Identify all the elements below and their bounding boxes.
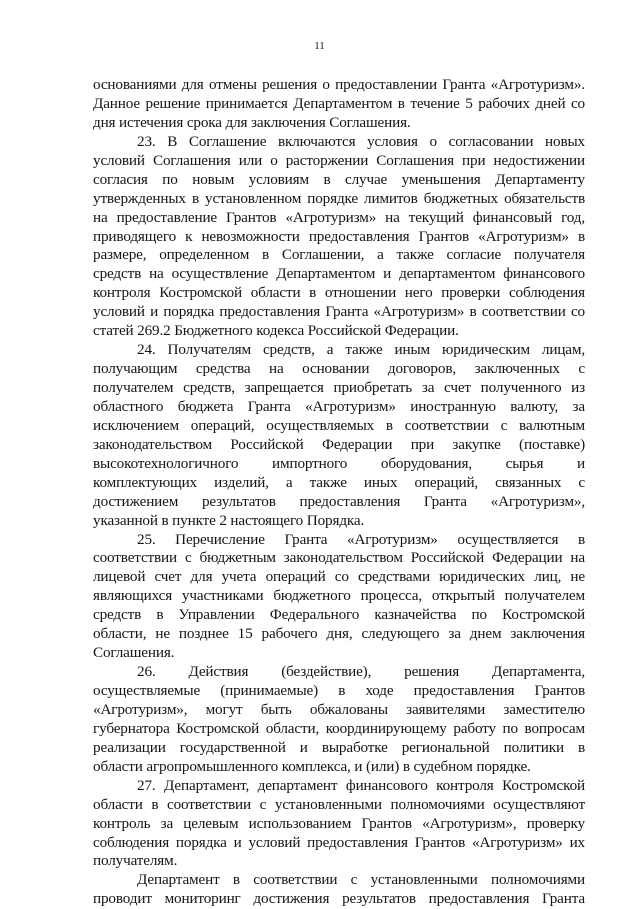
text-line: «Агротуризм», могут быть обжалованы заявителями заместителю (93, 700, 585, 718)
document-body (93, 76, 585, 909)
text-line: получателям. (93, 852, 178, 870)
text-line: осуществляемые (принимаемые) в ходе предоставления Грантов (93, 682, 585, 699)
text-line: лицевой счет для учета операций со средствами юридических лиц, не (93, 568, 585, 586)
text-line: являющихся участниками бюджетного процесса, открытый получателем (93, 587, 585, 605)
text-line: условий Соглашения или о расторжении Соглашения при недостижении (93, 151, 585, 169)
text-line: 24. Получателям средств, а также иным юридическим лицам, (137, 341, 585, 359)
text-line: указанной в пункте 2 настоящего Порядка. (93, 511, 365, 529)
text-line: на предоставление Грантов «Агротуризм» на текущий финансовый год, (93, 208, 585, 226)
text-line: 23. В Соглашение включаются условия о согласовании новых (137, 132, 585, 150)
text-line: соблюдения порядка и условий предоставления Грантов «Агротуризм» их (93, 833, 585, 851)
text-line: контроль за целевым использованием Грантов «Агротуризм», проверку (93, 814, 585, 832)
text-line: утвержденных в установленном порядке лимитов бюджетных обязательств (93, 189, 585, 207)
text-line: области в соответствии с установленными полномочиями осуществляют (93, 795, 585, 813)
text-line: комплектующих изделий, а также иных операций, связанных с (93, 473, 585, 491)
text-line: исключением операций, осуществляемых в соответствии с валютным (93, 416, 585, 434)
text-line: дня истечения срока для заключения Соглашения. (93, 113, 411, 131)
text-line: средств на осуществление Департаментом и департаментом финансового (93, 265, 585, 283)
text-line: реализации государственной и выработке региональной политики в (93, 738, 585, 756)
text-line: контроля Костромской области в отношении него проверки соблюдения (93, 284, 585, 302)
text-line: статей 269.2 Бюджетного кодекса Российской Федерации. (93, 322, 459, 340)
text-line: Департамент в соответствии с установленными полномочиями (137, 871, 585, 889)
text-line: проводит мониторинг достижения результатов предоставления Гранта (93, 890, 585, 908)
text-line: согласия по новым условиям в случае уменьшения Департаменту (93, 170, 585, 188)
text-line: соответствии с бюджетным законодательством Российской Федерации на (93, 549, 585, 567)
text-line: 25. Перечисление Гранта «Агротуризм» осуществляется в (137, 530, 585, 548)
text-line: получающим средства на основании договоров, заключенных с (93, 360, 585, 378)
text-line: 27. Департамент, департамент финансового контроля Костромской (137, 776, 585, 794)
text-line: средств в Управлении Федерального казначейства по Костромской (93, 606, 585, 624)
text-line: условий и порядка предоставления Гранта «Агротуризм» в соответствии со (93, 303, 585, 321)
text-line: приводящего к невозможности предоставления Грантов «Агротуризм» в (93, 227, 585, 245)
text-line: высокотехнологичного импортного оборудования, сырья и (93, 454, 585, 472)
text-line: Данное решение принимается Департаментом в течение 5 рабочих дней со (93, 94, 585, 112)
text-line: губернатора Костромской области, координирующему работу по вопросам (93, 719, 585, 737)
text-line: областного бюджета Гранта «Агротуризм» иностранную валюту, за (93, 397, 585, 415)
text-line: получателем средств, запрещается приобретать за счет полученного из (93, 379, 585, 396)
text-line: законодательством Российской Федерации при закупке (поставке) (93, 435, 585, 453)
text-line: области, не позднее 15 рабочего дня, следующего за днем заключения (93, 625, 585, 643)
text-line: основаниями для отмены решения о предоставлении Гранта «Агротуризм». (93, 76, 585, 93)
text-line: достижением результатов предоставления Гранта «Агротуризм», (93, 492, 585, 510)
text-line: размере, определенном в Соглашении, а также согласие получателя (93, 246, 585, 264)
page-number: 11 (314, 40, 325, 52)
text-line: области агропромышленного комплекса, и (или) в судебном порядке. (93, 757, 531, 775)
text-line: Соглашения. (93, 644, 175, 662)
text-line: 26. Действия (бездействие), решения Департамента, (137, 663, 585, 681)
